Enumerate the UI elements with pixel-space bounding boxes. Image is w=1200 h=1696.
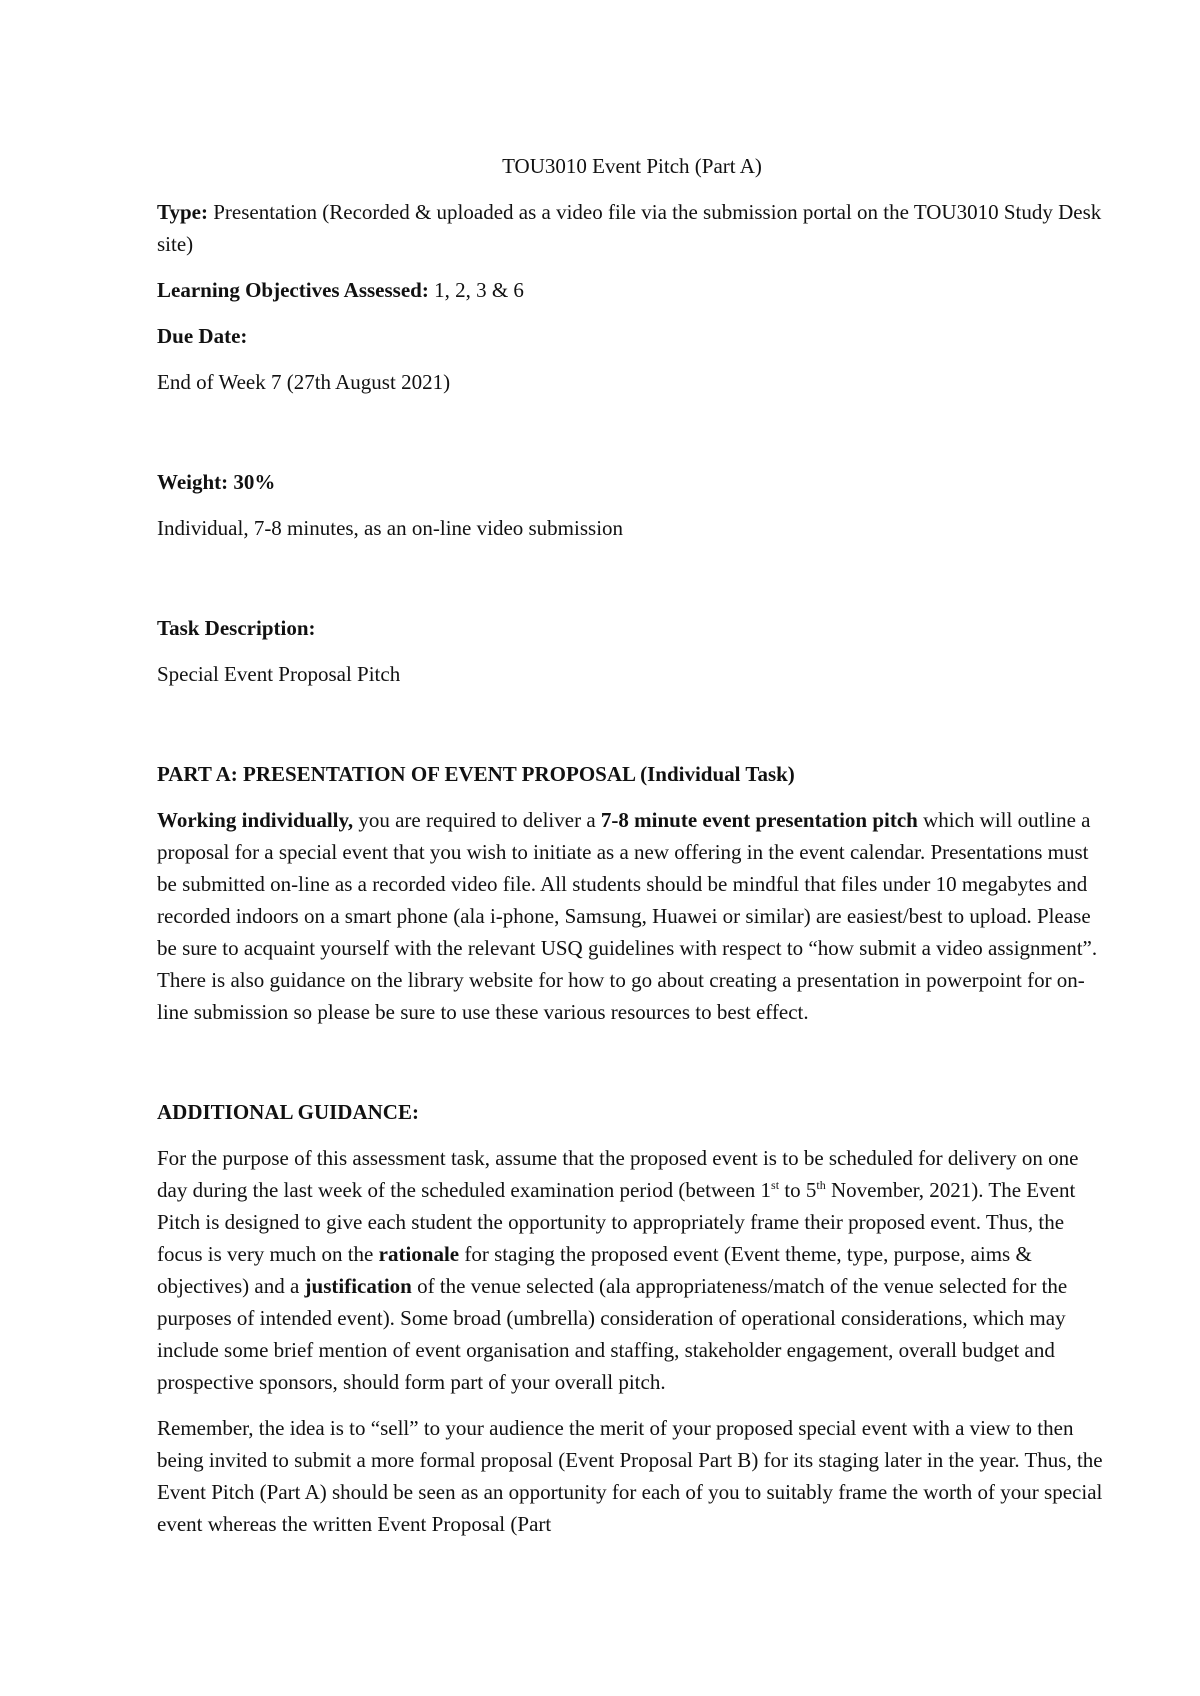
task-text: Special Event Proposal Pitch [157, 662, 401, 686]
weight-label: Weight: 30% [157, 470, 276, 494]
rationale-bold: rationale [378, 1242, 460, 1266]
type-paragraph [157, 196, 1107, 260]
part-a-heading: PART A: PRESENTATION OF EVENT PROPOSAL (Individual Task) [157, 762, 795, 786]
task-label: Task Description: [157, 616, 316, 640]
type-text: Presentation (Recorded & uploaded as a video file via the submission portal on the TOU3010 Study Desk site) [157, 200, 1102, 256]
document-body [157, 150, 1107, 1554]
objectives-paragraph [157, 274, 1107, 306]
spacer [157, 558, 1107, 612]
part-a-paragraph: Working individually, you are required to deliver a 7-8 minute event presentation pitch which will outline a proposal for a special event that you wish to initiate as a new offering in the event calendar. Presentations must be submitted on-line as a recorded video file. All students should be mindful that files under 10 megabytes and recorded indoors on a smart phone (ala i-phone, Samsung, Huawei or similar) are easiest/best to upload. Please be sure to acquaint yourself with the relevant USQ guidelines with respect to “how submit a video assignment”. There is also guidance on the library website for how to go about creating a presentation in powerpoint for on-line submission so please be sure to use these various resources to best effect. [157, 808, 1098, 1024]
part-a-bold-1: Working individually, [157, 808, 354, 832]
justification-bold: justification [304, 1274, 412, 1298]
due-date-text: End of Week 7 (27th August 2021) [157, 370, 451, 394]
spacer [157, 1042, 1107, 1096]
guidance-paragraph-2: Remember, the idea is to “sell” to your audience the merit of your proposed special event with a view to then being invited to submit a more formal proposal (Event Proposal Part B) for its staging later in the year. Thus, the Event Pitch (Part A) should be seen as an opportunity for each of you to suitably frame the worth of your special event whereas the written Event Proposal (Part [157, 1416, 1103, 1536]
objectives-text: 1, 2, 3 & 6 [428, 278, 524, 302]
document-title: TOU3010 Event Pitch (Part A) [502, 154, 762, 178]
objectives-label: Learning Objectives Assessed: [157, 278, 429, 302]
type-label: Type: [157, 200, 208, 224]
spacer [157, 704, 1107, 758]
spacer [157, 412, 1107, 466]
part-a-bold-2: 7-8 minute event presentation pitch [600, 808, 918, 832]
guidance-heading: ADDITIONAL GUIDANCE: [157, 1100, 419, 1124]
guidance-paragraph-1: For the purpose of this assessment task, assume that the proposed event is to be scheduled for delivery on one day during the last week of the scheduled examination period (between 1st to 5th November, 2021). The Event Pitch is designed to give each student the opportunity to appropriately frame their proposed event. Thus, the focus is very much on the rationale for staging the proposed event (Event theme, type, purpose, aims & objectives) and a justification of the venue selected (ala appropriateness/match of the venue selected for the purposes of intended event). Some broad (umbrella) consideration of operational considerations, which may include some brief mention of event organisation and staffing, stakeholder engagement, overall budget and prospective sponsors, should form part of your overall pitch. [157, 1146, 1079, 1394]
due-date-label: Due Date: [157, 324, 248, 348]
weight-text: Individual, 7-8 minutes, as an on-line video submission [157, 516, 624, 540]
